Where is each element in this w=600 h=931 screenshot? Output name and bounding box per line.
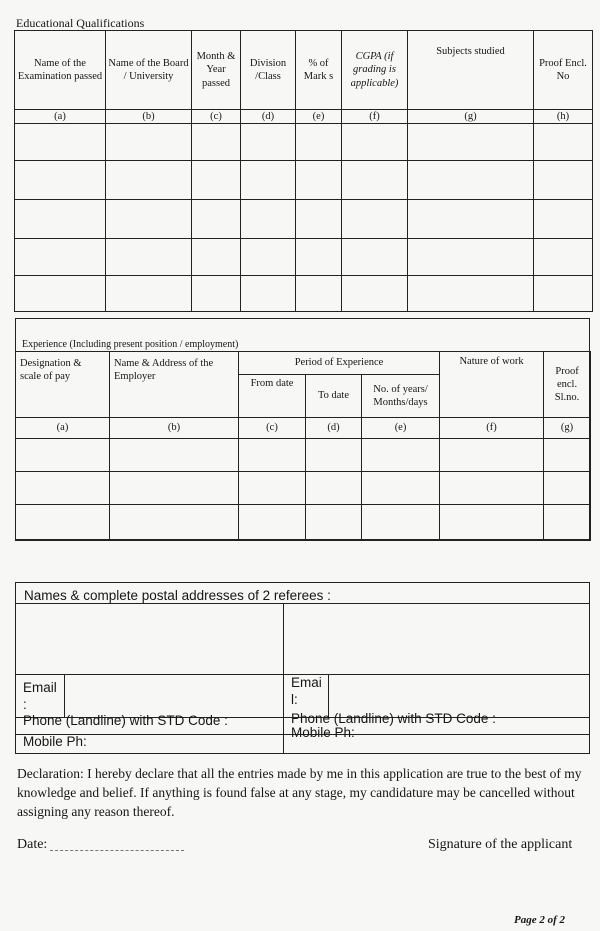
education-row bbox=[15, 124, 593, 161]
entry-cell[interactable] bbox=[306, 439, 362, 472]
code-cell: (a) bbox=[15, 110, 106, 124]
referee-1-address[interactable] bbox=[17, 604, 283, 674]
entry-cell[interactable] bbox=[106, 200, 192, 239]
entry-cell[interactable] bbox=[16, 505, 110, 541]
referee-1-mobile-label: Mobile Ph: bbox=[23, 734, 87, 749]
entry-cell[interactable] bbox=[106, 124, 192, 161]
header-board-university: Name of the Board / University bbox=[106, 31, 192, 110]
code-cell: (e) bbox=[362, 418, 440, 439]
education-row bbox=[15, 200, 593, 239]
referee-1-email-label bbox=[23, 679, 59, 713]
entry-cell[interactable] bbox=[342, 200, 408, 239]
entry-cell[interactable] bbox=[440, 439, 544, 472]
entry-cell[interactable] bbox=[239, 439, 306, 472]
entry-cell[interactable] bbox=[342, 239, 408, 276]
experience-title: Experience (Including present position / employment) bbox=[22, 339, 239, 350]
code-cell: (f) bbox=[342, 110, 408, 124]
code-cell: (f) bbox=[440, 418, 544, 439]
entry-cell[interactable] bbox=[408, 161, 534, 200]
entry-cell[interactable] bbox=[15, 200, 106, 239]
education-row bbox=[15, 239, 593, 276]
entry-cell[interactable] bbox=[106, 239, 192, 276]
code-cell: (g) bbox=[408, 110, 534, 124]
header-nature: Nature of work bbox=[440, 352, 544, 418]
header-percent-marks: % of Mark s bbox=[296, 31, 342, 110]
referee-2-email-field[interactable] bbox=[330, 674, 587, 716]
entry-cell[interactable] bbox=[15, 124, 106, 161]
entry-cell[interactable] bbox=[440, 472, 544, 505]
entry-cell[interactable] bbox=[342, 124, 408, 161]
referee-2-email-label-text: Emai l: bbox=[291, 675, 322, 707]
entry-cell[interactable] bbox=[362, 505, 440, 541]
entry-cell[interactable] bbox=[306, 505, 362, 541]
experience-row bbox=[16, 439, 591, 472]
header-employer: Name & Address of the Employer bbox=[110, 352, 239, 418]
entry-cell[interactable] bbox=[408, 239, 534, 276]
entry-cell[interactable] bbox=[534, 200, 593, 239]
header-cgpa: CGPA (if grading is applicable) bbox=[342, 31, 408, 110]
entry-cell[interactable] bbox=[342, 276, 408, 312]
entry-cell[interactable] bbox=[544, 505, 591, 541]
entry-cell[interactable] bbox=[239, 505, 306, 541]
code-cell: (a) bbox=[16, 418, 110, 439]
entry-cell[interactable] bbox=[342, 161, 408, 200]
header-month-year: Month & Year passed bbox=[192, 31, 241, 110]
entry-cell[interactable] bbox=[296, 161, 342, 200]
header-exam-passed: Name of the Examination passed bbox=[15, 31, 106, 110]
code-cell: (b) bbox=[106, 110, 192, 124]
entry-cell[interactable] bbox=[192, 161, 241, 200]
experience-row bbox=[16, 505, 591, 541]
code-cell: (c) bbox=[239, 418, 306, 439]
entry-cell[interactable] bbox=[534, 239, 593, 276]
entry-cell[interactable] bbox=[534, 124, 593, 161]
experience-row bbox=[16, 472, 591, 505]
entry-cell[interactable] bbox=[544, 439, 591, 472]
declaration-text: Declaration: I hereby declare that all the entries made by me in this application are true to the best of my knowledge and belief. If anything is found false at any stage, my candidature may be cancelled without assigning any reason thereof. bbox=[17, 766, 582, 819]
code-cell: (c) bbox=[192, 110, 241, 124]
date-label: Date: bbox=[17, 837, 48, 852]
entry-cell[interactable] bbox=[296, 124, 342, 161]
code-cell: (d) bbox=[241, 110, 296, 124]
entry-cell[interactable] bbox=[296, 239, 342, 276]
entry-cell[interactable] bbox=[192, 200, 241, 239]
referee-1-phone-label: Phone (Landline) with STD Code : bbox=[23, 713, 228, 728]
entry-cell[interactable] bbox=[106, 161, 192, 200]
referee-2-phone-label: Phone (Landline) with STD Code : bbox=[291, 711, 496, 726]
entry-cell[interactable] bbox=[241, 161, 296, 200]
header-division-class: Division /Class bbox=[241, 31, 296, 110]
date-field[interactable] bbox=[50, 848, 184, 851]
entry-cell[interactable] bbox=[192, 124, 241, 161]
entry-cell[interactable] bbox=[106, 276, 192, 312]
entry-cell[interactable] bbox=[192, 239, 241, 276]
entry-cell[interactable] bbox=[408, 124, 534, 161]
entry-cell[interactable] bbox=[306, 472, 362, 505]
header-proof: Proof encl. Sl.no. bbox=[544, 352, 591, 418]
education-row bbox=[15, 276, 593, 312]
header-designation: Designation & scale of pay bbox=[16, 352, 110, 418]
header-period: Period of Experience bbox=[239, 352, 440, 375]
entry-cell[interactable] bbox=[110, 472, 239, 505]
code-cell: (d) bbox=[306, 418, 362, 439]
entry-cell[interactable] bbox=[16, 472, 110, 505]
entry-cell[interactable] bbox=[296, 276, 342, 312]
education-row bbox=[15, 161, 593, 200]
header-proof-no: Proof Encl. No bbox=[534, 31, 593, 110]
header-years: No. of years/ Months/days bbox=[362, 375, 440, 418]
referee-2-mobile-label: Mobile Ph: bbox=[291, 725, 355, 740]
entry-cell[interactable] bbox=[408, 200, 534, 239]
entry-cell[interactable] bbox=[296, 200, 342, 239]
code-cell: (e) bbox=[296, 110, 342, 124]
entry-cell[interactable] bbox=[362, 439, 440, 472]
entry-cell[interactable] bbox=[15, 276, 106, 312]
code-cell: (b) bbox=[110, 418, 239, 439]
entry-cell[interactable] bbox=[362, 472, 440, 505]
entry-cell[interactable] bbox=[192, 276, 241, 312]
header-subjects: Subjects studied bbox=[408, 31, 534, 110]
entry-cell[interactable] bbox=[440, 505, 544, 541]
referee-2-address[interactable] bbox=[285, 604, 587, 674]
entry-cell[interactable] bbox=[110, 505, 239, 541]
referee-2-email-label bbox=[291, 674, 327, 708]
header-from-date: From date bbox=[239, 375, 306, 418]
entry-cell[interactable] bbox=[239, 472, 306, 505]
header-to-date: To date bbox=[306, 375, 362, 418]
entry-cell[interactable] bbox=[15, 161, 106, 200]
entry-cell[interactable] bbox=[408, 276, 534, 312]
referee-1-email-field[interactable] bbox=[65, 674, 282, 716]
education-table bbox=[14, 30, 593, 312]
page-number: Page 2 of 2 bbox=[514, 914, 566, 926]
entry-cell[interactable] bbox=[544, 472, 591, 505]
entry-cell[interactable] bbox=[241, 200, 296, 239]
referees-title: Names & complete postal addresses of 2 referees : bbox=[24, 588, 331, 603]
code-cell: (h) bbox=[534, 110, 593, 124]
referee-1-email-label-text: Email : bbox=[23, 680, 57, 712]
experience-table bbox=[15, 351, 591, 541]
code-cell: (g) bbox=[544, 418, 591, 439]
entry-cell[interactable] bbox=[534, 276, 593, 312]
entry-cell[interactable] bbox=[241, 239, 296, 276]
education-title: Educational Qualifications bbox=[16, 16, 145, 30]
entry-cell[interactable] bbox=[15, 239, 106, 276]
signature-label: Signature of the applicant bbox=[428, 837, 573, 852]
entry-cell[interactable] bbox=[241, 124, 296, 161]
entry-cell[interactable] bbox=[241, 276, 296, 312]
entry-cell[interactable] bbox=[16, 439, 110, 472]
entry-cell[interactable] bbox=[534, 161, 593, 200]
entry-cell[interactable] bbox=[110, 439, 239, 472]
